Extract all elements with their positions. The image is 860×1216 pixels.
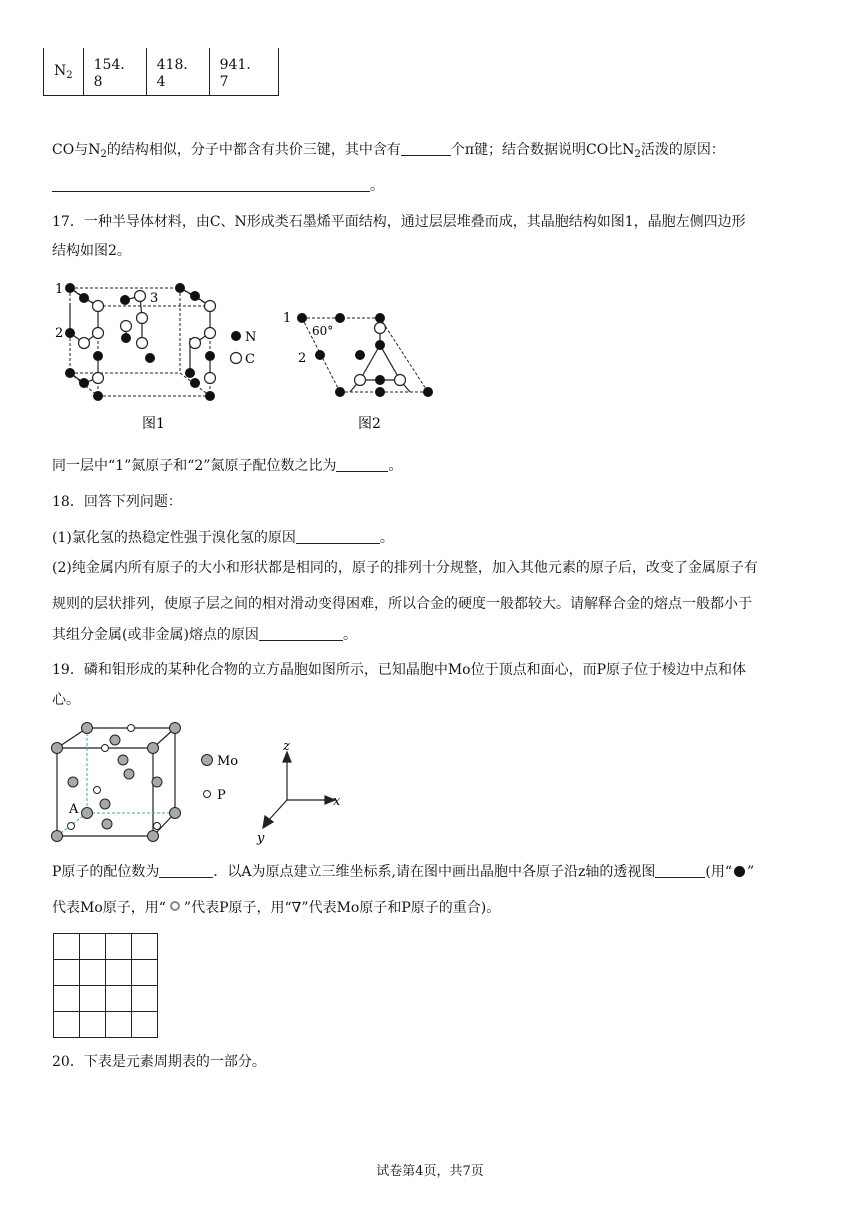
q18-title: 18．回答下列问题： [52, 494, 182, 510]
svg-text:2: 2 [55, 326, 64, 341]
figure-mo-p-cell [45, 718, 365, 848]
q18-part2-line3: 其组分金属(或非金属)熔点的原因 。 [52, 627, 357, 643]
answer-blank[interactable] [259, 626, 343, 641]
q20-text: 20．下表是元素周期表的一部分。 [52, 1054, 266, 1070]
svg-text:A: A [69, 802, 79, 817]
answer-blank[interactable] [655, 863, 705, 878]
table-row [44, 48, 279, 96]
svg-text:z: z [283, 739, 290, 754]
figure2-quadrilateral [280, 300, 440, 435]
answer-blank[interactable] [52, 177, 370, 192]
q17-text-line2: 结构如图2。 [52, 243, 131, 259]
q19-question-line2: 代表Mo原子，用“ ”代表P原子，用“∇”代表Mo原子和P原子的重合)。 [52, 900, 501, 916]
table-cell: 418．4 [146, 48, 209, 96]
svg-text:1: 1 [283, 311, 292, 326]
q16-text: CO与$N_2$的结构相似，分子中都含有共价三键，其中含有 个π键；结合数据说明CO比$N_2$活泼的原因： [52, 142, 725, 160]
q19-text-line2: 心。 [52, 692, 80, 708]
svg-text:x: x [333, 794, 341, 809]
svg-text:3: 3 [150, 291, 159, 306]
svg-text:N: N [245, 330, 257, 345]
answer-blank[interactable] [296, 529, 380, 544]
q17-question: 同一层中“1”氮原子和“2”氮原子配位数之比为 。 [52, 458, 403, 474]
svg-text:P: P [217, 788, 226, 803]
q19-text-line1: 19．磷和钼形成的某种化合物的立方晶胞如图所示，已知晶胞中Mo位于顶点和面心，而P原子位于棱边中点和体 [52, 662, 746, 678]
n-atom-label1 [65, 283, 75, 293]
q17-text-line1: 17．一种半导体材料，由C、N形成类石墨烯平面结构，通过层层堆叠而成，其晶胞结构如图1，晶胞左侧四边形 [52, 214, 746, 230]
q16-answer-line: 。 [52, 176, 384, 196]
svg-text:y: y [257, 831, 265, 846]
svg-text:图1: 图1 [142, 416, 165, 432]
svg-text:2: 2 [298, 351, 307, 366]
n-atom-label2 [65, 328, 75, 338]
svg-text:图2: 图2 [358, 416, 381, 432]
answer-blank[interactable] [336, 457, 388, 472]
table-cell: 154．8 [83, 48, 146, 96]
q19-question-line1: P原子的配位数为 ．以A为原点建立三维坐标系,请在图中画出晶胞中各原子沿z轴的透视图 (用“ ” [52, 864, 755, 880]
svg-text:1: 1 [55, 282, 64, 297]
page-footer: 试卷第4页，共7页 [376, 1164, 484, 1179]
figure1-crystal-cell [50, 278, 270, 433]
answer-blank[interactable] [159, 863, 213, 878]
q18-part1: (1)氯化氢的热稳定性强于溴化氢的原因 。 [52, 530, 394, 546]
svg-text:Mo: Mo [217, 754, 239, 769]
q18-part2-line2: 规则的层状排列，使原子层之间的相对滑动变得困难，所以合金的硬度一般都较大。请解释合金的熔点一般都小于 [52, 596, 752, 612]
q18-part2-line1: (2)纯金属内所有原子的大小和形状都是相同的，原子的排列十分规整，加入其他元素的原子后，改变了金属原子有 [52, 560, 758, 576]
answer-grid[interactable] [53, 933, 158, 1038]
black-dot-icon [734, 866, 745, 877]
answer-blank[interactable] [401, 141, 451, 156]
table-cell: $N_2$ [44, 48, 84, 96]
hollow-circle-icon [170, 901, 180, 911]
svg-text:C: C [245, 352, 255, 367]
table-cell: 941．7 [209, 48, 278, 96]
bond-energy-table [43, 48, 279, 96]
svg-text:60°: 60° [312, 324, 334, 338]
